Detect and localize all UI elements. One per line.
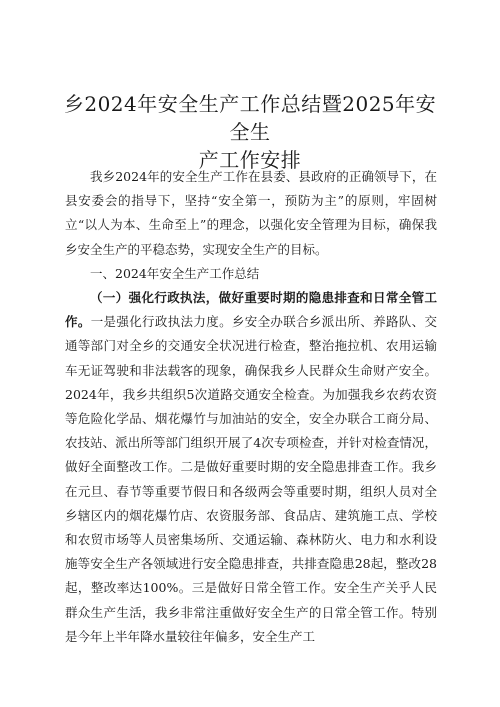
subsection-1-heading: （一）强化行政执法，做好重要时期的隐患排查和日常全管工作。 (65, 290, 437, 330)
document-title (60, 90, 440, 174)
section-1-heading: 一、2024年安全生产工作总结 (90, 265, 260, 281)
subsection-1-paragraph (65, 286, 437, 649)
intro-paragraph: 我乡2024年的安全生产工作在县委、县政府的正确领导下，在县安委会的指导下，坚持“安全第一，预防为主”的原则，牢固树立“以人为本、生命至上”的理念，以强化安全管理为目标，确保我乡安全生产的平稳态势，实现安全生产的目标。 (65, 169, 437, 257)
subsection-1-body: 一是强化行政执法力度。乡安全办联合乡派出所、养路队、交通等部门对全乡的交通安全状况进行检查，整治拖拉机、农用运输车无证驾驶和非法载客的现象，确保我乡人民群众生命财产安全。2024年，我乡共组织5次道路交通安全检查。为加强我乡农药农资等危险化学品、烟花爆竹与加油站的安全，安全办联合工商分局、农技站、派出所等部门组织开展了4次专项检查，并针对检查情况，做好全面整改工作。二是做好重要时期的安全隐患排查工作。我乡在元旦、春节等重要节假日和各级两会等重要时期，组织人员对全乡辖区内的烟花爆竹店、农资服务部、食品店、建筑施工点、学校和农贸市场等人员密集场所、交通运输、森林防火、电力和水利设施等安全生产各领域进行安全隐患排查，共排查隐患28起，整改28起，整改率达100%。三是做好日常全管工作。安全生产关乎人民群众生产生活，我乡非常注重做好安全生产的日常全管工作。特别是今年上半年降水量较往年偏多，安全生产工 (65, 314, 437, 644)
title-line-2: 产工作安排 (198, 148, 302, 172)
document-body (65, 165, 437, 649)
title-line-1: 乡2024年安全生产工作总结暨2025年安全生 (63, 92, 437, 144)
